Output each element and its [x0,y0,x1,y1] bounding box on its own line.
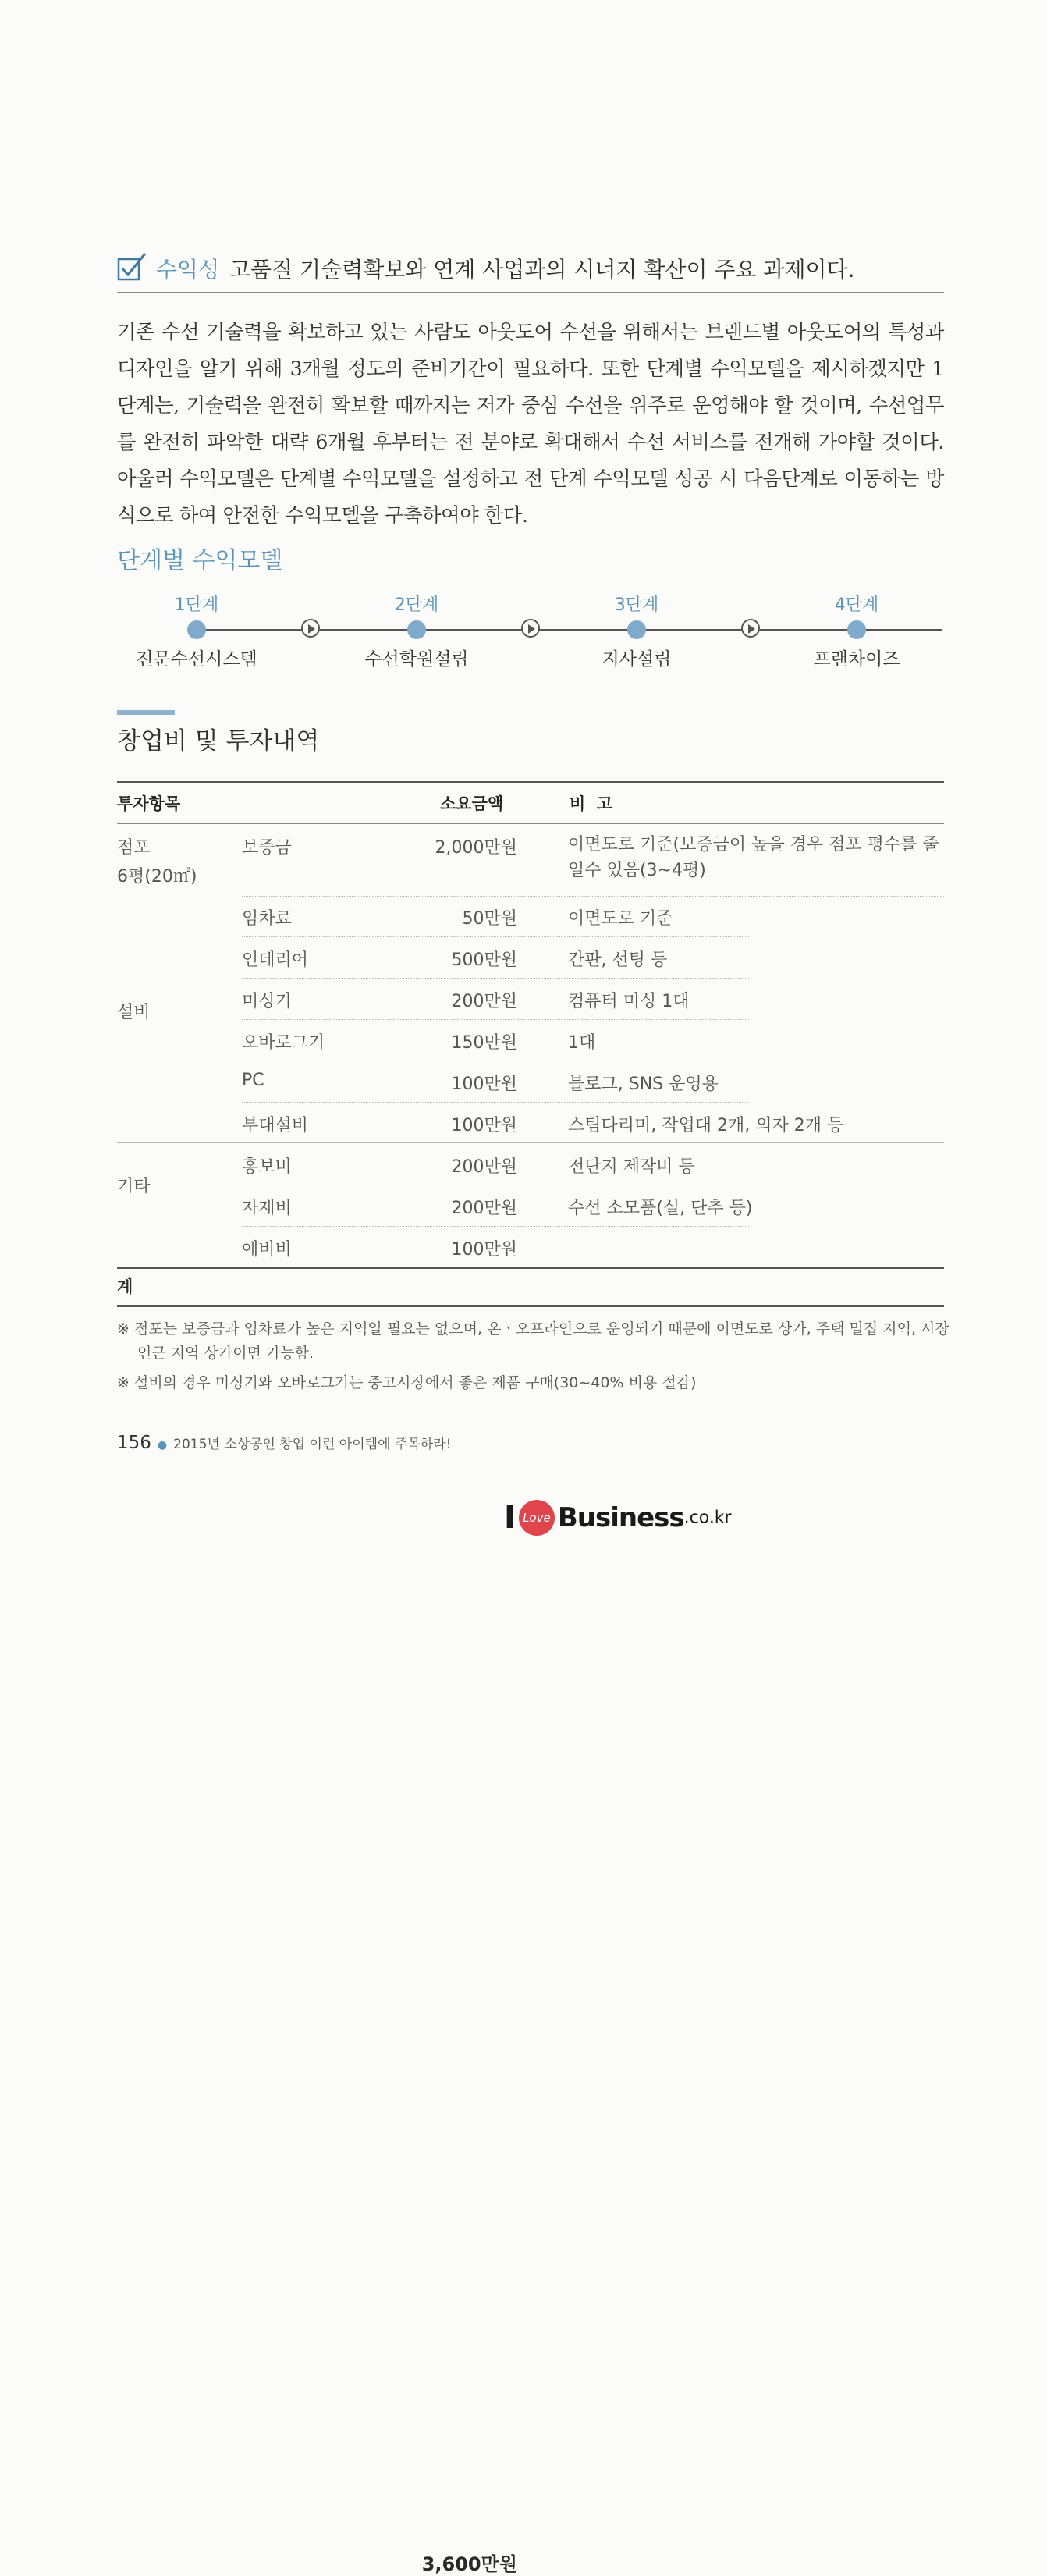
section-accent-bar [117,710,175,715]
play-arrow-icon [741,619,760,638]
brand-tld: .co.kr [683,1508,732,1528]
table-row-note: 스팀다리미, 작업대 2개, 의자 2개 등 [568,1116,844,1135]
stage-name: 프랜차이즈 [813,649,900,670]
stage-dot [407,620,426,639]
table-row-amount: 200만원 [451,1199,517,1218]
checkbox-check-icon [117,251,148,282]
table-bottom-rule [117,1305,944,1307]
table-row-item: 인테리어 [242,950,309,970]
table-row-amount: 100만원 [451,1075,517,1094]
table-row-amount: 100만원 [451,1116,517,1135]
brand-love-heart-icon: Love [519,1500,555,1536]
table-row-amount: 2,000만원 [435,838,517,858]
heading-keyword: 수익성 [156,257,220,282]
row-divider [242,896,944,897]
table-row-item: PC [242,1071,264,1090]
row-divider [242,1019,749,1020]
stage-dot [847,620,866,639]
stage-name: 지사설립 [602,649,672,670]
table-row-note: 이면도로 기준 [568,909,673,929]
stage-label: 4단계 [834,595,879,615]
stage-label: 3단계 [614,595,659,615]
row-divider [242,1102,749,1103]
heading-text: 고품질 기술력확보와 연계 사업과의 시너지 확산이 주요 과제이다. [229,257,855,282]
row-divider [242,936,749,937]
table-row-note: 블로그, SNS 운영용 [568,1075,719,1094]
stage-dot [627,620,646,639]
group-other: 기타 [117,1177,151,1196]
brand-i: I [504,1500,516,1536]
table-header-rule [117,823,944,824]
footnote: ※ 점포는 보증금과 임차료가 높은 지역일 필요는 없으며, 온ㆍ오프라인으로 운영되기 때문에 이면도로 상가, 주택 밀집 지역, 시장 인근 지역 상가이면 가능함. [117,1320,949,1362]
table-row-item: 미싱기 [242,992,292,1011]
table-row-item: 부대설비 [242,1116,309,1135]
row-divider [242,1226,749,1227]
stage-dot [187,620,206,639]
table-row-item: 보증금 [242,838,292,858]
brand-business: Business [557,1502,684,1533]
table-top-rule [117,781,944,783]
stage-label: 2단계 [394,595,439,615]
total-rule [117,1267,944,1269]
group-divider [117,1142,944,1143]
table-row-amount: 50만원 [462,909,517,929]
table-row-amount: 200만원 [451,1157,517,1177]
total-amount: 3,600만원 [421,2553,517,2575]
footer-bullet-icon: ● [157,1439,168,1451]
header-item: 투자항목 [117,794,181,813]
table-row-item: 임차료 [242,909,292,929]
investment-title: 창업비 및 투자내역 [117,727,320,755]
table-row-note: 수선 소모품(실, 단추 등) [568,1199,753,1218]
header-amount: 소요금액 [440,794,504,813]
total-label: 계 [117,1277,133,1296]
page-number: 156 [117,1433,151,1453]
section-heading [117,248,944,293]
body-paragraph: 기존 수선 기술력을 확보하고 있는 사람도 아웃도어 수선을 위해서는 브랜드별 아웃도어의 특성과 디자인을 알기 위해 3개월 정도의 준비기간이 필요하다. 또한 단계별 수익모델을 제시하겠지만 1단계는, 기술력을 완전히 확보할 때까지는 저가 중심 수선을 위주로 운영해야 할 것이며, 수선업무를 완전히 파악한 대략 6개월 후부터는 전 분야로 확대해서 수선 서비스를 전개해 가야할 것이다. 아울러 수익모델은 단계별 수익모델을 설정하고 전 단계 수익모델 성공 시 다음단계로 이동하는 방식으로 하여 안전한 수익모델을 구축하여야 한다. [117,321,944,527]
table-row-amount: 200만원 [451,992,517,1011]
row-divider [242,978,749,979]
brand-logo [504,1500,732,1536]
stage-name: 전문수선시스템 [136,649,257,670]
stage-label: 1단계 [174,595,219,615]
table-row-note: 컴퓨터 미싱 1대 [568,992,690,1011]
table-row-note: 이면도로 기준(보증금이 높을 경우 점포 평수를 줄일수 있음(3~4평) [568,835,939,880]
table-row-amount: 150만원 [451,1033,517,1053]
stage-name: 수선학원설립 [364,649,469,670]
table-row-item: 자재비 [242,1199,292,1218]
table-row-note: 간판, 선팅 등 [568,950,668,970]
table-row-note: 1대 [568,1033,596,1053]
play-arrow-icon [301,619,320,638]
table-row-amount: 500만원 [451,950,517,970]
footnote: ※ 설비의 경우 미싱기와 오바로그기는 중고시장에서 좋은 제품 구매(30~40% 비용 절감) [117,1374,697,1391]
table-row-amount: 100만원 [451,1240,517,1260]
table-row-note: 전단지 제작비 등 [568,1157,695,1177]
play-arrow-icon [521,619,540,638]
table-row-item: 홍보비 [242,1157,292,1177]
header-note: 비 고 [570,794,613,813]
stages-title: 단계별 수익모델 [117,547,283,574]
table-row-item: 오바로그기 [242,1033,325,1053]
group-store: 점포 [117,838,151,858]
page-footer [117,1433,451,1453]
group-equipment: 설비 [117,1003,151,1022]
table-row-item: 예비비 [242,1240,292,1260]
group-store-size: 6평(20㎡) [117,867,197,886]
book-title: 2015년 소상공인 창업 이런 아이템에 주목하라! [173,1437,452,1452]
